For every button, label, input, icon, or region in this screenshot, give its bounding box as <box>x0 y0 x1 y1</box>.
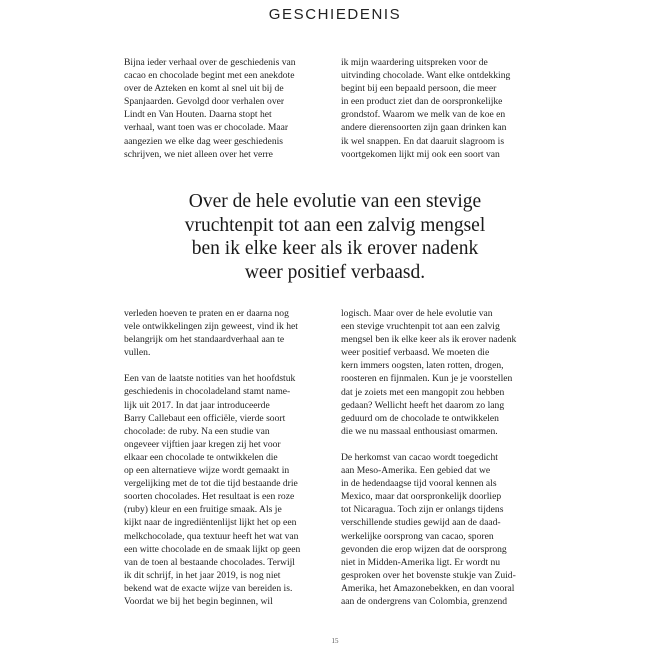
text-line: geschiedenis in chocoladeland stamt name- <box>124 386 291 398</box>
pull-quote <box>110 190 560 284</box>
text-line: aangezien we elke dag weer geschiedenis <box>124 135 284 147</box>
text-line: De herkomst van cacao wordt toegedicht <box>341 451 498 463</box>
paragraph <box>124 307 300 359</box>
text-line: (ruby) kleur en een fruitige smaak. Als je <box>124 504 282 516</box>
paragraph <box>341 307 516 438</box>
text-line: gevonden die erop wijzen dat de oorsprong <box>341 543 507 555</box>
text-line: mengsel ben ik elke keer als ik erover nadenk <box>341 334 517 346</box>
text-line: cacao en chocolade begint met een anekdote <box>124 70 295 82</box>
paragraph <box>341 56 510 161</box>
text-line: belangrijk om het standaardverhaal aan te <box>124 334 285 346</box>
text-line: chocolade: de ruby. Na een studie van <box>124 425 270 437</box>
text-line: Over de hele evolutie van een stevige <box>188 191 482 212</box>
page-number: 15 <box>331 637 339 645</box>
text-line: verschillende studies gewijd aan de daad- <box>341 517 501 529</box>
text-line: Barry Callebaut een officiële, vierde soort <box>124 412 286 424</box>
text-line: Spanjaarden. Gevolgd door verhalen over <box>124 96 285 108</box>
text-line: in de hedendaagse tijd vooral kennen als <box>341 478 497 490</box>
text-line: ongeveer vijftien jaar kregen zij het voor <box>124 438 281 450</box>
text-line: werkelijke oorsprong van cacao, sporen <box>341 530 494 542</box>
text-line: elkaar een chocolade te ontwikkelen die <box>124 451 278 463</box>
text-line: geduurd om de chocolade te ontwikkelen <box>341 412 499 424</box>
text-line: melkchocolade, qua textuur heeft het wat van <box>124 530 299 542</box>
text-line: Mexico, maar dat oorspronkelijk doorliep <box>341 491 502 503</box>
text-line: Een van de laatste notities van het hoofdstuk <box>124 373 296 385</box>
text-line: aan Meso-Amerika. Een gebied dat we <box>341 465 491 477</box>
text-line: ik wel snappen. En dat daaruit slagroom is <box>341 135 505 147</box>
text-line: Voordat we bij het begin beginnen, wil <box>124 595 273 607</box>
text-line: grondstof. Waarom we melk van de koe en <box>341 109 506 121</box>
pull-quote-text <box>110 190 560 284</box>
text-line: verleden hoeven te praten en er daarna nog <box>124 308 289 319</box>
text-line: over de Azteken en komt al snel uit bij de <box>124 83 284 95</box>
text-line: soorten chocolades. Het resultaat is een roze <box>124 491 295 503</box>
text-line: kern immers oogsten, laten rotten, drogen, <box>341 360 504 372</box>
text-line: ben ik elke keer als ik erover nadenk <box>191 238 479 260</box>
section-title: GESCHIEDENIS <box>268 6 402 23</box>
text-line: ik dit schrijf, in het jaar 2019, is nog niet <box>124 569 281 581</box>
text-line: aan de ondergrens van Colombia, grenzend <box>341 595 508 607</box>
text-line: vullen. <box>124 347 151 359</box>
text-line: vele ontwikkelingen zijn geweest, vind ik het <box>124 321 298 333</box>
text-line: in een product ziet dan de oorspronkelijke <box>341 96 503 108</box>
paragraph <box>124 372 300 608</box>
text-line: niet in Midden-Amerika ligt. Er wordt nu <box>341 556 501 568</box>
text-line: bekend wat de exacte wijze van bereiden is. <box>124 582 293 594</box>
text-column-bottom-left <box>124 307 300 608</box>
text-line: begint bij een bepaald persoon, die meer <box>341 83 497 95</box>
text-line: logisch. Maar over de hele evolutie van <box>341 308 493 319</box>
text-line: een stevige vruchtenpit tot aan een zalvig <box>341 321 500 333</box>
text-line: op een alternatieve wijze wordt gemaakt in <box>124 465 290 477</box>
text-line: Amerika, het Amazonebekken, en dan vooral <box>341 582 515 594</box>
text-line: vergelijking met de tot die tijd bestaande drie <box>124 478 298 490</box>
text-line: verhaal, want toen was er chocolade. Maar <box>124 122 289 134</box>
text-line: roosteren en fijnmalen. Kun je je voorstellen <box>341 373 513 385</box>
text-line: vruchtenpit tot aan een zalvig mengsel <box>184 214 486 236</box>
text-column-top-right <box>341 56 510 161</box>
paragraph <box>341 451 516 608</box>
text-line: uitvinding chocolade. Want elke ontdekking <box>341 70 511 82</box>
text-line: kijkt naar de ingrediëntenlijst lijkt het op een <box>124 517 297 529</box>
text-line: van de toen al bestaande chocolades. Terwijl <box>124 556 295 568</box>
text-column-top-left <box>124 56 296 161</box>
text-line: weer positief verbaasd. <box>244 261 426 283</box>
text-line: lijk uit 2017. In dat jaar introduceerde <box>124 399 270 411</box>
text-line: Lindt en Van Houten. Daarna stopt het <box>124 109 272 121</box>
text-line: Bijna ieder verhaal over de geschiedenis van <box>124 57 296 68</box>
paragraph <box>124 56 296 161</box>
text-line: voortgekomen lijkt mij ook een soort van <box>341 148 500 160</box>
text-line: dat je zoiets met een mangopit zou hebben <box>341 386 505 398</box>
text-line: een witte chocolade en de smaak lijkt op geen <box>124 543 301 555</box>
text-column-bottom-right <box>341 307 516 608</box>
text-line: andere dierensoorten zijn gaan drinken kan <box>341 122 507 134</box>
text-line: gedaan? Wellicht heeft het daarom zo lang <box>341 399 505 411</box>
text-line: die we nu massaal enthousiast omarmen. <box>341 425 498 437</box>
text-line: weer positief verbaasd. We moeten die <box>341 347 490 359</box>
text-line: schrijven, we niet alleen over het verre <box>124 148 273 160</box>
text-line: gesproken over het bovenste stukje van Zuid- <box>341 569 516 581</box>
text-line: tot Nicaragua. Toch zijn er onlangs tijdens <box>341 504 504 516</box>
text-line: ik mijn waardering uitspreken voor de <box>341 57 488 68</box>
